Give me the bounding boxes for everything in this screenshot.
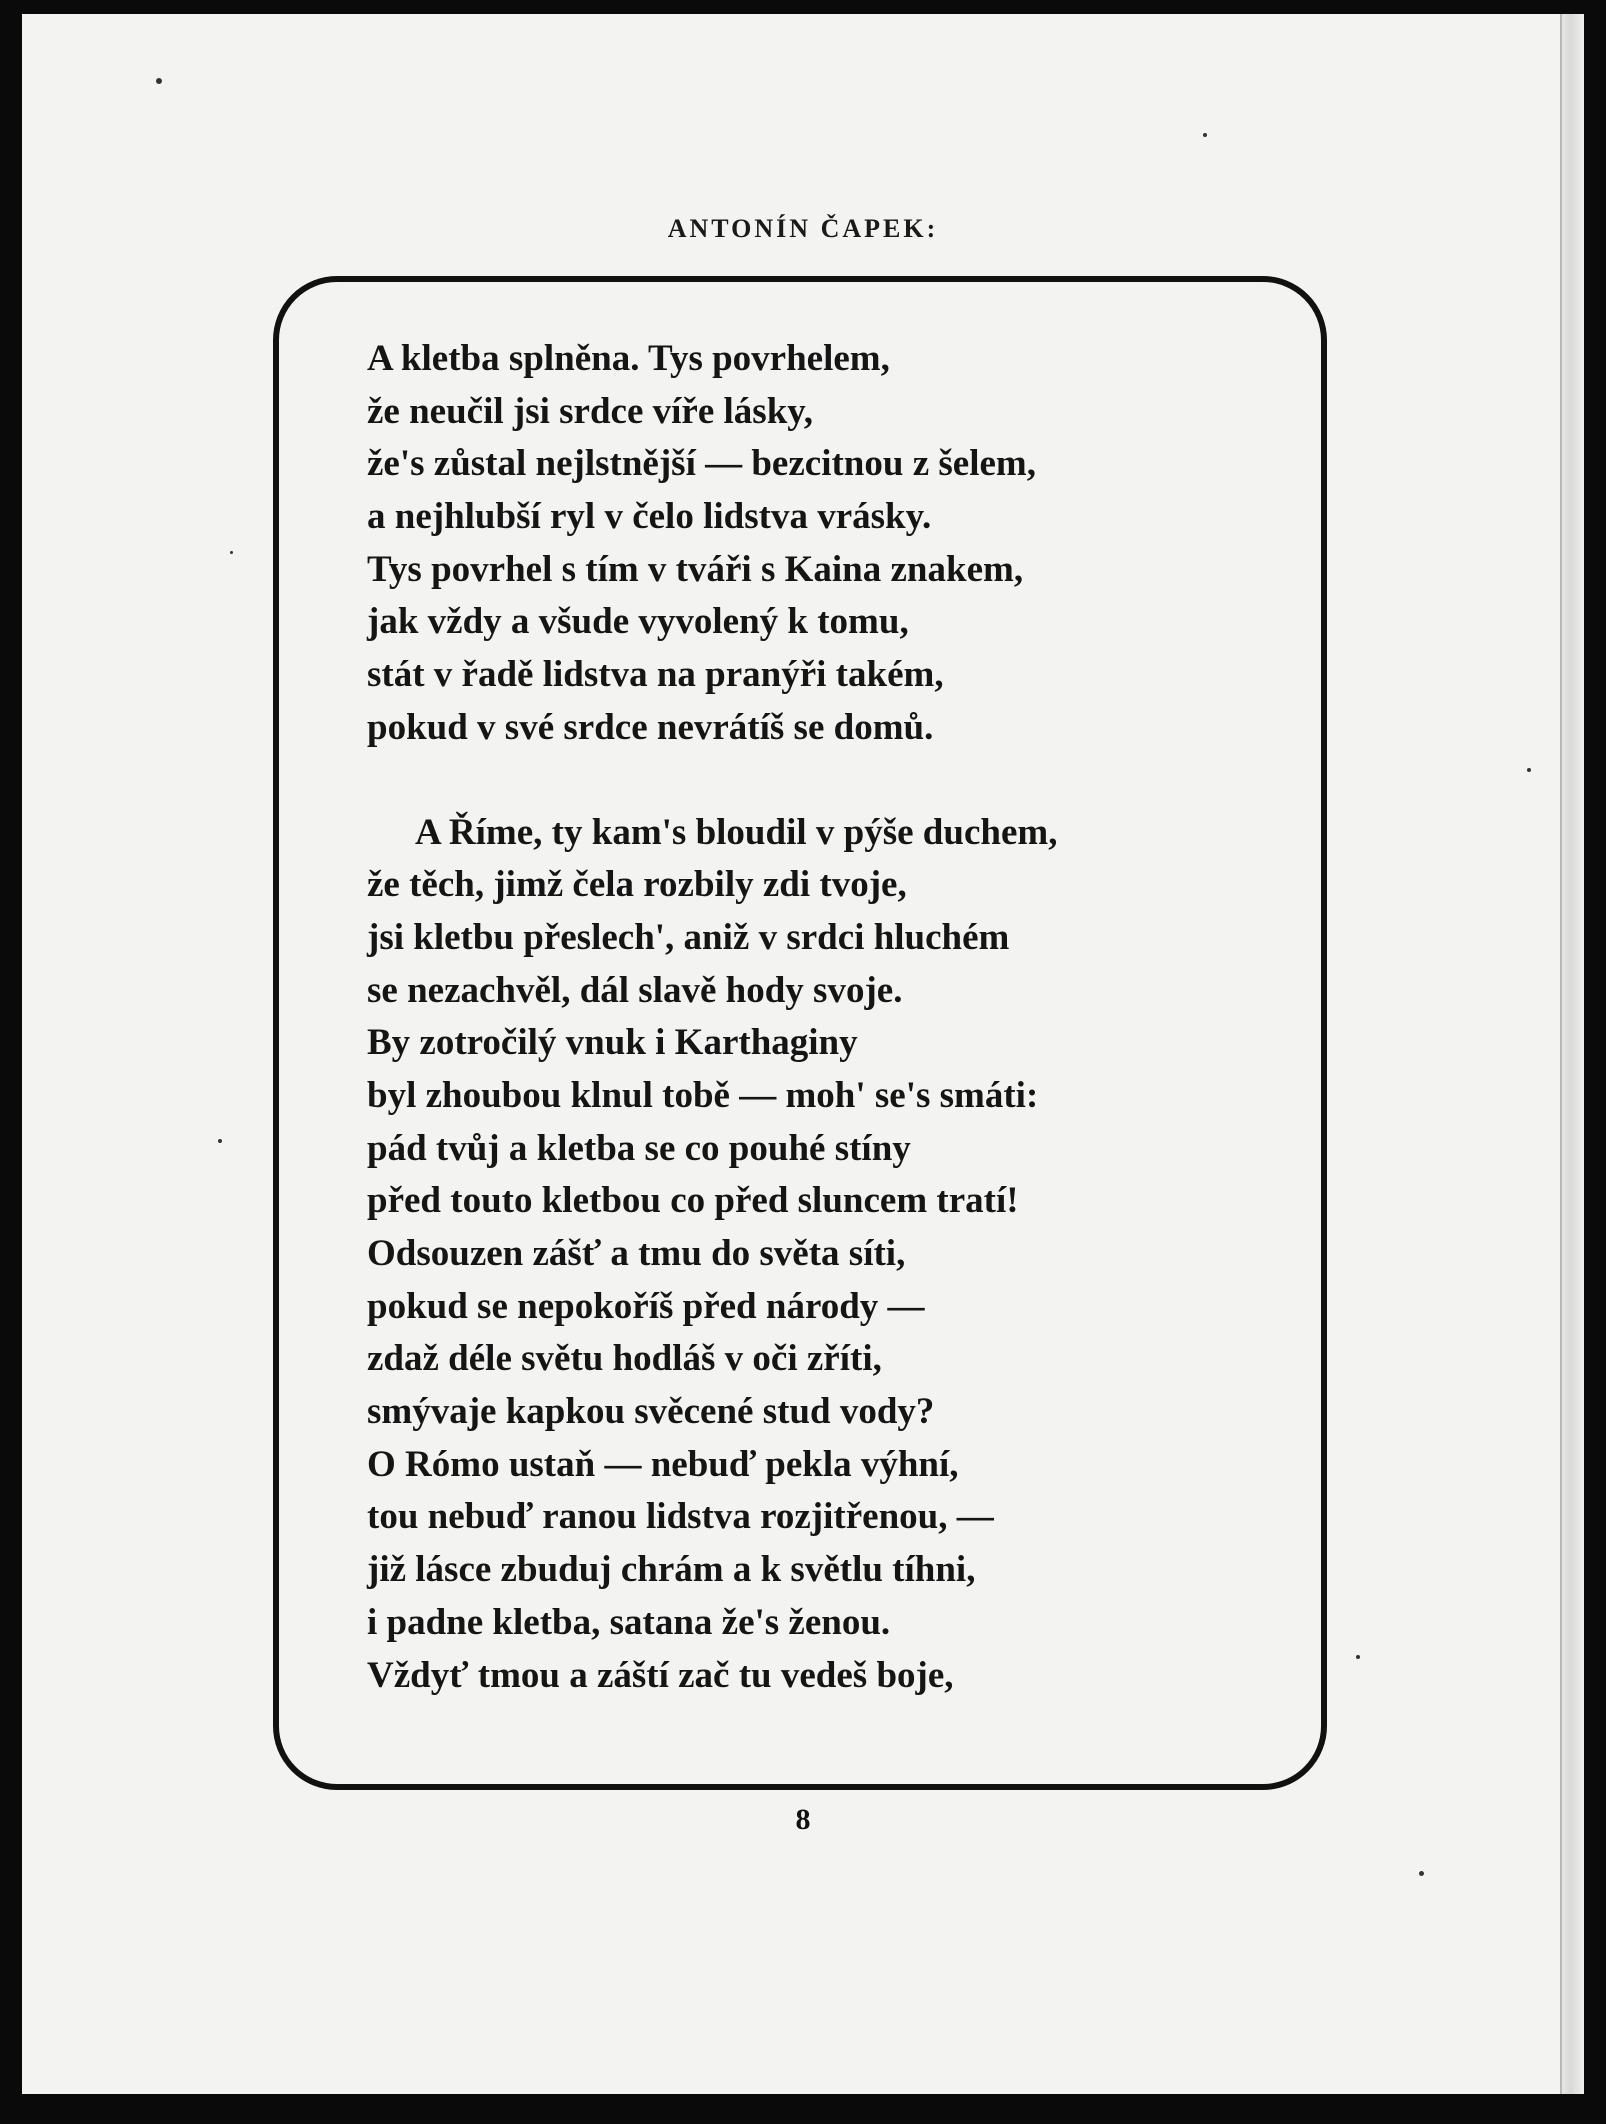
poem-line: By zotročilý vnuk i Karthaginy <box>367 1022 858 1064</box>
poem-line: O Rómo ustaň — nebuď pekla výhní, <box>367 1443 959 1485</box>
poem-line: jak vždy a všude vyvolený k tomu, <box>367 601 909 643</box>
poem-line: pokud v své srdce nevrátíš se domů. <box>367 706 934 748</box>
poem-line: A Říme, ty kam's bloudil v pýše duchem, <box>415 811 1058 853</box>
scan-speck <box>1203 133 1207 137</box>
poem-line: zdaž déle světu hodláš v oči zříti, <box>367 1338 882 1380</box>
page-edge <box>1560 14 1584 2094</box>
poem-line: pokud se nepokoříš před národy — <box>367 1285 925 1327</box>
poem-line: i padne kletba, satana že's ženou. <box>367 1601 891 1643</box>
scan-speck <box>230 551 233 554</box>
scan-speck <box>156 78 162 84</box>
poem-line: již lásce zbuduj chrám a k světlu tíhni, <box>367 1549 976 1591</box>
poem-line: byl zhoubou klnul tobě — moh' se's smáti: <box>367 1074 1039 1116</box>
scan-speck <box>218 1139 222 1143</box>
poem-line: Vždyť tmou a záští zač tu vedeš boje, <box>367 1654 954 1696</box>
poem-line: že těch, jimž čela rozbily zdi tvoje, <box>367 864 907 906</box>
stanza-2 <box>367 807 1267 1703</box>
stanza-1 <box>367 333 1267 755</box>
poem-line: smývaje kapkou svěcené stud vody? <box>367 1391 935 1433</box>
stanza-gap <box>367 755 1267 807</box>
poem-line: stát v řadě lidstva na pranýři takém, <box>367 654 944 696</box>
poem-line: že neučil jsi srdce víře lásky, <box>367 390 813 432</box>
poem-line: pád tvůj a kletba se co pouhé stíny <box>367 1127 911 1169</box>
poem-line: a nejhlubší ryl v čelo lidstva vrásky. <box>367 496 932 538</box>
poem-line: že's zůstal nejlstnější — bezcitnou z šelem, <box>367 443 1036 485</box>
running-header: ANTONÍN ČAPEK: <box>667 214 939 243</box>
scan-speck <box>1356 1655 1360 1659</box>
page-number: 8 <box>795 1803 811 1836</box>
poem-line: se nezachvěl, dál slavě hody svoje. <box>367 969 903 1011</box>
poem-body <box>367 333 1267 1702</box>
poem-line: jsi kletbu přeslech', aniž v srdci hluchém <box>367 916 1010 958</box>
scan-speck <box>1419 1871 1424 1876</box>
poem-line: tou nebuď ranou lidstva rozjitřenou, — <box>367 1496 994 1538</box>
poem-line: A kletba splněna. Tys povrhelem, <box>367 338 890 379</box>
poem-line: před touto kletbou co před sluncem tratí! <box>367 1180 1019 1222</box>
poem-line: Tys povrhel s tím v tváři s Kaina znakem, <box>367 548 1024 590</box>
poem-line: Odsouzen zášť a tmu do světa síti, <box>367 1233 906 1274</box>
scan-speck <box>1527 768 1531 772</box>
